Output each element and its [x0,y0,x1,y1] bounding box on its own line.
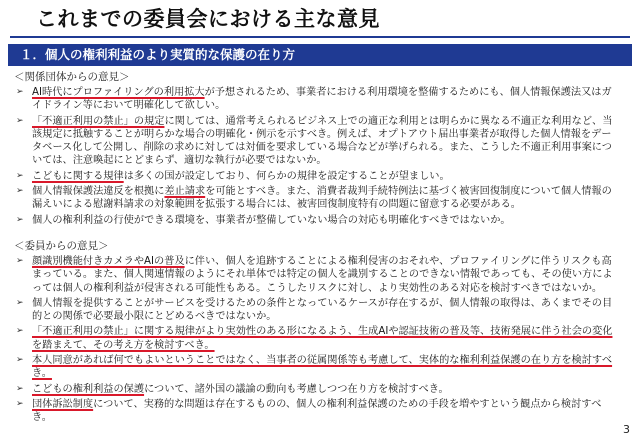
group-label: ＜委員からの意見＞ [14,240,109,252]
list-item: ➢ 「不適正利用の禁止」に関する規律がより実効性のある形になるよう、生成AIや認証技術の普及等、技術発展に伴う社会の変化を踏まえて、その考え方を検討すべき。 [16,326,613,351]
list-item: ➢ 団体訴訟制度について、実務的な問題は存在するものの、個人の権利利益保護のための手段を増やすという観点から検討すべき。 [16,398,602,424]
opinion-list [14,255,618,425]
group-stakeholders [14,71,618,229]
arrow-bullet-icon: ➢ [16,214,24,225]
arrow-bullet-icon: ➢ [16,256,24,266]
list-item: ➢ 個人情報保護法違反を根拠に差止請求を可能とすべき。また、消費者裁判手続特例法に基づく被害回復制度について個人情報の漏えいによる慰謝料請求の対象範囲を拡張する場合には、被害回復制度特有の問題に留意する必要がある。 [16,186,612,211]
arrow-bullet-icon: ➢ [16,186,24,197]
group-label: ＜関係団体からの意見＞ [14,71,130,83]
arrow-bullet-icon: ➢ [16,355,24,366]
page-number: 3 [623,423,630,436]
list-item: ➢ 本人同意があれば何でもよいということではなく、当事者の従属関係等も考慮して、実体的な権利利益保護の在り方を検討すべき。 [16,355,613,380]
arrow-bullet-icon: ➢ [16,170,24,181]
arrow-bullet-icon: ➢ [16,297,24,308]
list-item: ➢ こどもの権利利益の保護について、諸外国の議論の動向も考慮しつつ在り方を検討すべき。 [16,383,449,395]
page-title: これまでの委員会における主な意見 [36,7,380,31]
title-rule [10,36,630,38]
list-item: ➢ こどもに関する規律は多くの国が設定しており、何らかの規律を設定することが望ましい。 [16,170,450,182]
list-item: ➢ 個人情報を提供することがサービスを受けるための条件となっているケースが存在するが、個人情報の取得は、あくまでその目的との関係で必要最小限にとどめるべきではないか。 [16,297,613,323]
arrow-bullet-icon: ➢ [16,383,24,394]
arrow-bullet-icon: ➢ [16,115,24,126]
list-item: ➢ 顔識別機能付きカメラやAIの普及に伴い、個人を追跡することによる権利侵害のおそれや、プロファイリングに伴うリスクも高まっている。また、個人関連情報のようにそれ単体では特定の個人を識別することのできない情報であっても、その使い方によっては個人の権利利益が侵害される可能性もある。こうしたリスクに対し、より実効性のある対応を検討すべきではないか。 [16,256,613,294]
arrow-bullet-icon: ➢ [16,326,24,337]
list-item: ➢ AI時代にプロファイリングの利用拡大が予想されるため、事業者における利用環境を整備するためにも、個人情報保護法又はガイドライン等において明確化して欲しい。 [16,87,612,112]
list-item: ➢ 「不適正利用の禁止」の規定に関しては、通常考えられるビジネス上での適正な利用とは明らかに異なる不適正な利用など、当該規定に抵触することが明らかな場合の明確化・例示を示すべき。例えば、オプトアウト届出事業者が取得した個人情報をデータベース化して公開し、削除の求めに対しては対価を要求している場合などが挙げられる。また、こうした不適正利用事案については、注意喚起にとどまらず、適切な執行が必要ではないか。 [16,115,613,167]
arrow-bullet-icon: ➢ [16,87,24,97]
list-item: ➢ 個人の権利利益の行使ができる環境を、事業者が整備していない場合の対応も明確化すべきではないか。 [16,214,511,226]
group-committee [14,240,618,427]
arrow-bullet-icon: ➢ [16,398,24,409]
section-heading: １．個人の権利利益のより実質的な保護の在り方 [8,44,632,66]
opinion-list [14,86,618,227]
